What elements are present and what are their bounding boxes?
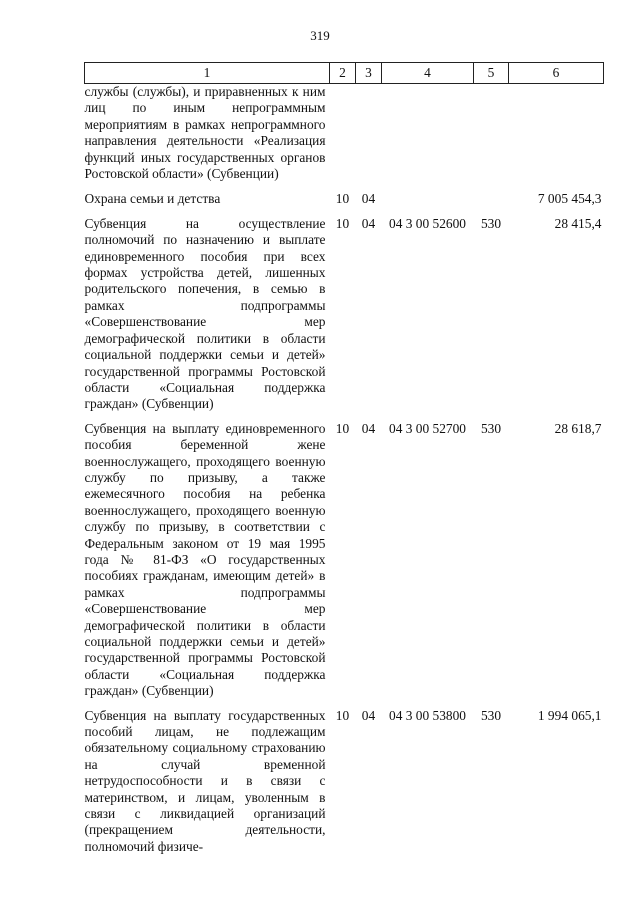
table-row	[85, 191, 604, 207]
row-section: 10	[335, 707, 350, 723]
header-row	[85, 63, 604, 84]
row-subsection: 04	[361, 420, 376, 436]
row-name: Субвенция на осуществление полномочий по назначению и выплате единовременного пособия при всех формах устройства детей, лишенных родительского попечения, в семью в рамках подпрограммы «Совершенствование мер демографической политики в области социальной поддержки семьи и детей» государственной программы Ростовской области «Социальная поддержка граждан» (Субвенции)	[84, 215, 326, 412]
row-subsection: 04	[361, 707, 376, 723]
row-section: 10	[335, 191, 350, 207]
row-name: Охрана семьи и детства	[84, 191, 221, 207]
header-col-2: 2	[330, 63, 356, 84]
row-spacer	[85, 182, 604, 191]
table-row	[85, 708, 604, 856]
row-subsection: 04	[361, 191, 376, 207]
table-row	[85, 421, 604, 700]
row-target: 04 3 00 53800	[389, 707, 466, 723]
budget-table	[84, 62, 604, 855]
row-amount: 28 415,4	[554, 215, 602, 231]
row-vr	[474, 191, 509, 207]
row-vr: 530	[480, 707, 502, 723]
row-name: службы (службы), и приравненных к ним лиц по иным непрограммным мероприятиям в рамках непрограммного направления деятельности «Реализация функций иных государственных органов Ростовской области» (Субвенции)	[84, 84, 326, 182]
row-target: 04 3 00 52600	[389, 215, 466, 231]
row-amount: 28 618,7	[554, 420, 602, 436]
row-vr: 530	[480, 420, 502, 436]
page-number: 319	[310, 28, 330, 43]
row-section: 10	[335, 215, 350, 231]
row-spacer	[85, 413, 604, 421]
table-row	[85, 84, 604, 183]
header-col-4: 4	[382, 63, 474, 84]
row-target	[382, 84, 474, 183]
header-col-6: 6	[509, 63, 604, 84]
row-vr: 530	[480, 215, 502, 231]
table-row	[85, 216, 604, 413]
row-section: 10	[335, 420, 350, 436]
header-col-5: 5	[474, 63, 509, 84]
row-name: Субвенция на выплату государственных пособий лицам, не подлежащим обязательному социальному страхованию на случай временной нетрудоспособности и в связи с материнством, и лицам, уволенным в связи с ликвидацией организаций (прекращением деятельности, полномочий физиче-	[84, 707, 326, 854]
row-subsection	[356, 84, 382, 183]
row-amount: 7 005 454,3	[537, 191, 602, 207]
row-section	[330, 84, 356, 183]
row-vr	[474, 84, 509, 183]
row-target: 04 3 00 52700	[389, 420, 466, 436]
header-col-3: 3	[356, 63, 382, 84]
row-name: Субвенция на выплату единовременного пособия беременной жене военнослужащего, проходящего военную службу по призыву, а также ежемесячного пособия на ребенка военнослужащего, проходящего военную службу по призыву, в соответствии с Федеральным законом от 19 мая 1995 года № 81-ФЗ «О государственных пособиях гражданам, имеющим детей» в рамках подпрограммы «Совершенствование мер демографической политики в области социальной поддержки семьи и детей» государственной программы Ростовской области «Социальная поддержка граждан» (Субвенции)	[84, 420, 326, 699]
row-spacer	[85, 208, 604, 216]
header-col-1: 1	[85, 63, 330, 84]
row-target	[382, 191, 474, 207]
row-spacer	[85, 700, 604, 708]
row-amount: 1 994 065,1	[537, 707, 602, 723]
row-subsection: 04	[361, 215, 376, 231]
row-amount	[509, 84, 604, 183]
